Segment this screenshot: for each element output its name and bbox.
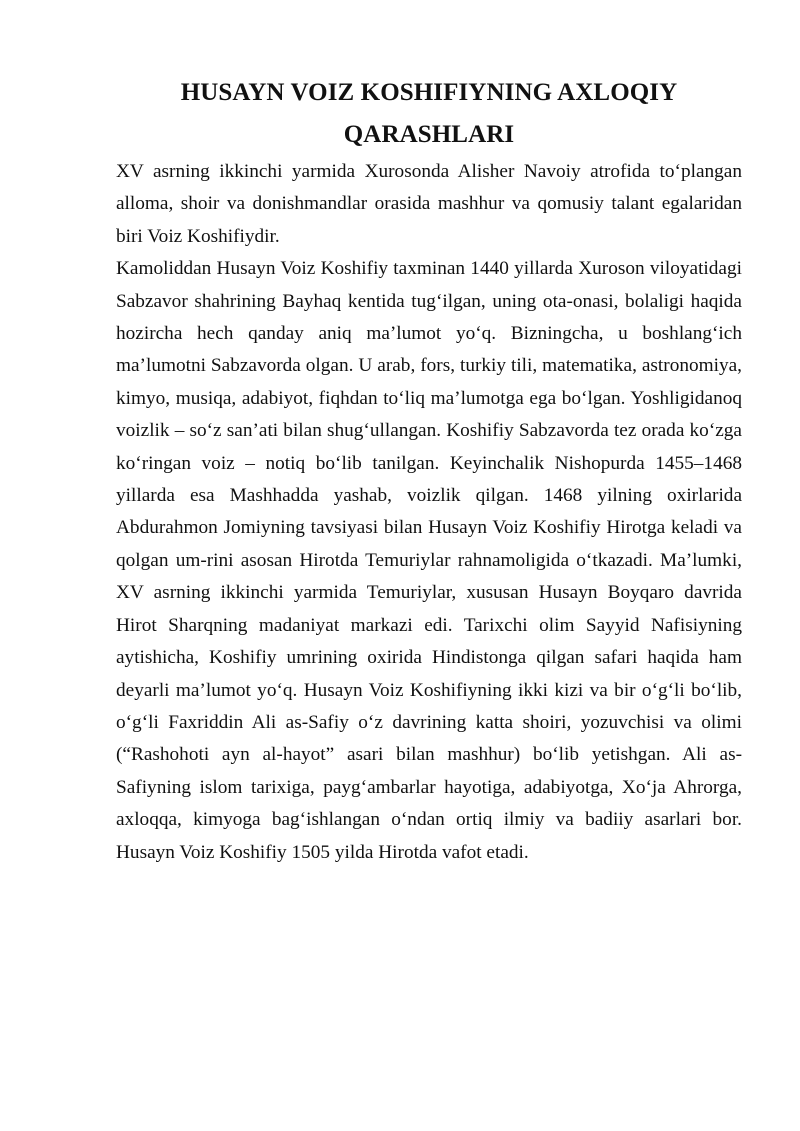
paragraph-biography: Kamoliddan Husayn Voiz Koshifiy taxminan 1440 yillarda Xuroson viloyatidagi Sabzavor shahrining Bayhaq kentida tug‘ilgan, uning ota-onasi, bolaligi haqida hozircha hech qanday aniq ma’lumot yo‘q. Bizningcha, u boshlang‘ich ma’lumotni Sabzavorda olgan. U arab, fors, turkiy tili, matematika, astronomiya, kimyo, musiqa, adabiyot, fiqhdan to‘liq ma’lumotga ega bo‘lgan. Yoshligidanoq voizlik – so‘z san’ati bilan shug‘ullangan. Koshifiy Sabzavorda tez orada ko‘zga ko‘ringan voiz – notiq bo‘lib tanilgan. Keyinchalik Nishopurda 1455–1468 yillarda esa Mashhadda yashab, voizlik qilgan. 1468 yilning oxirlarida Abdurahmon Jomiyning tavsiyasi bilan Husayn Voiz Koshifiy Hirotga keladi va qolgan um-rini asosan Hirotda Temuriylar rahnamoligida o‘tkazadi. Ma’lumki, XV asrning ikkinchi yarmida Temuriylar, xususan Husayn Boyqaro davrida Hirot Sharqning madaniyat markazi edi. Tarixchi olim Sayyid Nafisiyning aytishicha, Koshifiy umrining oxirida Hindistonga qilgan safari haqida ham deyarli ma’lumot yo‘q. Husayn Voiz Koshifiyning ikki kizi va bir o‘g‘li bo‘lib, o‘g‘li Faxriddin Ali as-Safiy o‘z davrining katta shoiri, yozuvchisi va olimi (“Rashohoti ayn al-hayot” asari bilan mashhur) bo‘lib yetishgan. Ali as-Safiyning islom tarixiga, payg‘ambarlar hayotiga, adabiyotga, Xo‘ja Ahrorga, axloqqa, kimyoga bag‘ishlangan o‘ndan ortiq ilmiy va badiiy asarlari bor. Husayn Voiz Koshifiy 1505 yilda Hirotda vafot etadi. <box>116 258 742 863</box>
title-line-2: QARASHLARI <box>343 121 515 148</box>
document-page <box>116 72 742 869</box>
paragraph-intro: XV asrning ikkinchi yarmida Xurosonda Alisher Navoiy atrofida to‘plangan alloma, shoir va donishmandlar orasida mashhur va qomusiy talant egalaridan biri Voiz Koshifiydir. <box>116 161 742 247</box>
document-title <box>116 72 742 156</box>
title-line-1: HUSAYN VOIZ KOSHIFIYNING AXLOQIY <box>180 79 678 106</box>
